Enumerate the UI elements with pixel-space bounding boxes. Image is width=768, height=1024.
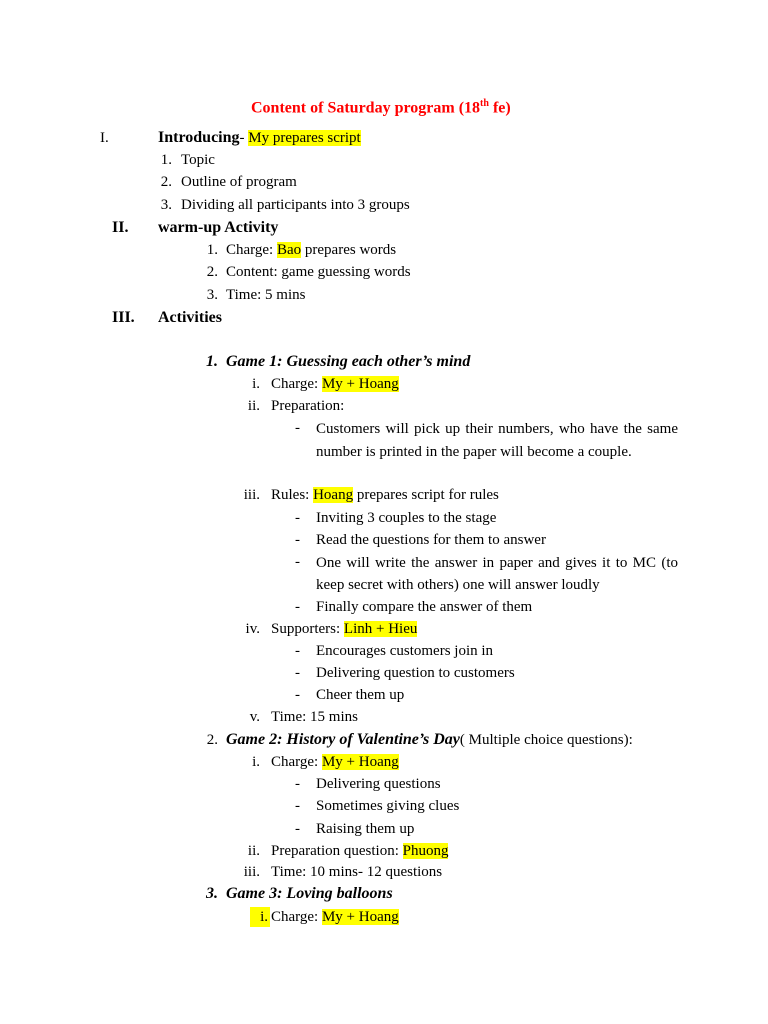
g1-rule-4-dash: - xyxy=(295,599,300,615)
title-end: fe) xyxy=(488,99,511,117)
g2-bullet-2-dash: - xyxy=(295,798,300,814)
s2-time: Time: 5 mins xyxy=(226,287,306,303)
game-2-title: Game 2: History of Valentine’s Day xyxy=(226,731,460,748)
g1-rule-1-dash: - xyxy=(295,510,300,526)
g1-support-1: Encourages customers join in xyxy=(316,643,494,659)
g2-charge-label: Charge: xyxy=(271,754,322,770)
g1-prep-number: ii. xyxy=(247,398,260,414)
g2-time-number: iii. xyxy=(243,864,260,880)
s2-charge xyxy=(226,240,396,260)
g2-charge xyxy=(271,752,399,772)
g1-rules-label: Rules: xyxy=(271,487,314,503)
g1-charge-label: Charge: xyxy=(271,376,322,392)
game-1-label: Game 1: xyxy=(226,353,287,370)
game-2-note: ( Multiple choice questions): xyxy=(459,732,633,748)
g2-charge-number: i. xyxy=(252,754,260,770)
g1-supporters-number: iv. xyxy=(245,621,260,637)
section-2-title: warm-up Activity xyxy=(158,219,279,236)
game-1-heading xyxy=(226,352,470,372)
section-2-number: II. xyxy=(112,219,129,236)
s2-charge-label: Charge: xyxy=(226,242,277,258)
game-1-number: 1. xyxy=(206,353,218,370)
section-1-number: I. xyxy=(100,130,109,146)
g1-rule-3-dash: - xyxy=(295,554,300,570)
g1-prep-bullet: Customers will pick up their numbers, who have the same number is printed in the paper will become a couple. xyxy=(316,421,678,460)
g1-support-2: Delivering question to customers xyxy=(316,665,515,681)
g1-rule-1: Inviting 3 couples to the stage xyxy=(316,510,497,526)
g1-rules-number: iii. xyxy=(243,487,260,503)
g2-prep-label: Preparation question: xyxy=(271,843,403,859)
g1-supporters-label: Supporters: xyxy=(271,621,344,637)
section-3-title: Activities xyxy=(158,309,222,326)
s2-time-number: 3. xyxy=(206,287,218,303)
g3-charge xyxy=(271,907,399,927)
g1-supporters-people: Linh + Hieu xyxy=(343,621,418,637)
s2-charge-person: Bao xyxy=(276,242,302,258)
g1-support-3: Cheer them up xyxy=(316,687,405,703)
g3-charge-person: My + Hoang xyxy=(321,909,399,925)
g1-rules-person: Hoang xyxy=(313,487,354,503)
g2-bullet-3-dash: - xyxy=(295,821,300,837)
g2-bullet-1-dash: - xyxy=(295,776,300,792)
section-1-owner: My prepares script xyxy=(248,130,361,146)
game-2-heading xyxy=(226,730,633,750)
section-1-separator: - xyxy=(239,130,249,146)
game-3-title: Game 3: Loving balloons xyxy=(226,885,393,902)
section-1-heading xyxy=(158,128,361,148)
g2-prep-person: Phuong xyxy=(402,843,449,859)
g2-bullet-3: Raising them up xyxy=(316,821,415,837)
document-title xyxy=(251,94,511,118)
s1-item-2-number: 2. xyxy=(160,174,172,190)
s1-item-3-number: 3. xyxy=(160,197,172,213)
g1-support-2-dash: - xyxy=(295,665,300,681)
g2-prep-number: ii. xyxy=(247,843,260,859)
s2-content: Content: game guessing words xyxy=(226,264,411,280)
g2-bullet-2: Sometimes giving clues xyxy=(316,798,460,814)
g1-prep-dash: - xyxy=(295,420,300,436)
g1-rule-3: One will write the answer in paper and gives it to MC (to keep secret with others) one will answer loudly xyxy=(316,555,678,593)
title-superscript: th xyxy=(480,98,489,109)
title-main: Content of Saturday program (18 xyxy=(251,99,481,117)
g1-rule-4: Finally compare the answer of them xyxy=(316,599,533,615)
s1-item-2: Outline of program xyxy=(181,174,297,190)
g1-time-number: v. xyxy=(249,709,260,725)
s1-item-3: Dividing all participants into 3 groups xyxy=(181,197,410,213)
s2-charge-task: prepares words xyxy=(301,242,397,258)
g1-rule-2-dash: - xyxy=(295,532,300,548)
g1-time: Time: 15 mins xyxy=(271,709,358,725)
s1-item-1: Topic xyxy=(181,152,215,168)
g2-time: Time: 10 mins- 12 questions xyxy=(271,864,443,880)
game-3-number: 3. xyxy=(206,885,218,902)
game-2-number: 2. xyxy=(206,732,218,748)
g1-supporters xyxy=(271,619,417,639)
g1-charge xyxy=(271,374,399,394)
g1-charge-number: i. xyxy=(252,376,260,392)
g2-charge-person: My + Hoang xyxy=(321,754,399,770)
g1-rules xyxy=(271,485,499,505)
s2-charge-number: 1. xyxy=(206,242,218,258)
game-1-title: Guessing each other’s mind xyxy=(286,353,471,370)
g3-charge-number: i. xyxy=(250,907,270,927)
section-1-title: Introducing xyxy=(158,129,240,146)
section-3-number: III. xyxy=(112,309,135,326)
g1-prep: Preparation: xyxy=(271,398,345,414)
g1-charge-person: My + Hoang xyxy=(321,376,399,392)
s1-item-1-number: 1. xyxy=(160,152,172,168)
g1-support-1-dash: - xyxy=(295,643,300,659)
g2-bullet-1: Delivering questions xyxy=(316,776,441,792)
g1-rule-2: Read the questions for them to answer xyxy=(316,532,546,548)
s2-content-number: 2. xyxy=(206,264,218,280)
g3-charge-label: Charge: xyxy=(271,909,322,925)
g1-rules-task: prepares script for rules xyxy=(353,487,499,503)
g2-prep xyxy=(271,841,448,861)
g1-support-3-dash: - xyxy=(295,687,300,703)
